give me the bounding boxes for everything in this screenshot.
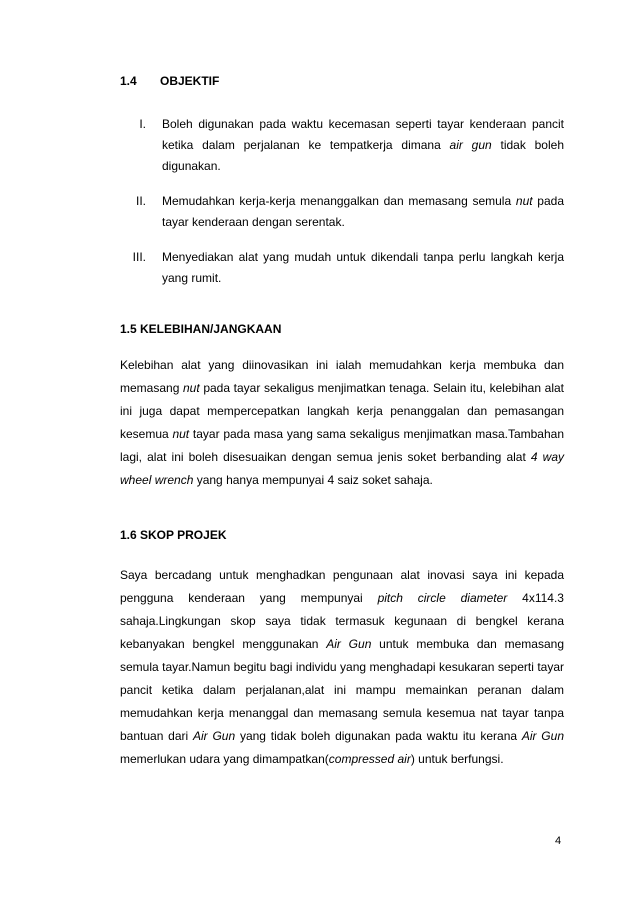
italic-term: nut [172,427,190,441]
paragraph [120,564,564,771]
objective-text [162,191,564,233]
paragraph [120,354,564,492]
italic-term: nut [515,194,533,208]
objective-item [112,191,564,233]
italic-term: compressed air [328,752,411,766]
text-run: Boleh digunakan pada waktu kecemasan seperti tayar kenderaan pancit ketika dalam perjalanan ke tempatkerja dimana [162,117,564,152]
objective-item [112,247,564,289]
italic-term: 4 way wheel wrench [120,450,564,487]
text-run: 4x114.3 sahaja.Lingkungan skop saya tidak termasuk kegunaan di bengkel kerana kebanyakan bengkel menggunakan [120,591,564,651]
text-run: pada tayar sekaligus menjimatkan tenaga. Selain itu, kelebihan alat ini juga dapat mempercepatkan langkah kerja penanggalan dan pemasangan kesemua [120,381,564,441]
text-run: pada tayar kenderaan dengan serentak. [162,194,565,229]
objective-list [112,114,564,303]
text-run: yang tidak boleh digunakan pada waktu itu kerana [235,729,522,743]
italic-term: Air Gun [326,637,372,651]
objective-text [162,114,564,177]
text-run: untuk membuka dan memasang semula tayar.Namun begitu bagi individu yang menghadapi kesukaran seperti tayar pancit ketika dalam perjalanan,alat ini mampu memainkan peranan dalam memudahkan kerja menanggal dan memasang semula kesemua nat tayar tanpa bantuan dari [120,637,564,743]
text-run: yang hanya mempunyai 4 saiz soket sahaja. [193,473,433,487]
italic-term: Air Gun [192,729,236,743]
text-run: tidak boleh digunakan. [162,138,564,173]
italic-term: pitch circle diameter [377,591,508,605]
objective-number: III. [132,250,146,264]
section-heading: 1.5 KELEBIHAN/JANGKAAN [120,322,282,336]
objective-text [162,247,564,289]
italic-term: Air Gun [521,729,564,743]
italic-term: air gun [449,138,492,152]
objective-number: II. [135,194,146,208]
page-number: 4 [555,835,562,847]
italic-term: nut [183,381,200,395]
text-run: Memudahkan kerja-kerja menanggalkan dan memasang semula [162,194,516,208]
text-run: Saya bercadang untuk menghadkan pengunaan alat inovasi saya ini kepada pengguna kenderaan yang mempunyai [120,568,564,605]
section-title: OBJEKTIF [160,74,220,88]
section-heading: 1.6 SKOP PROJEK [120,528,227,542]
text-run: memerlukan udara yang dimampatkan( [120,752,329,766]
text-run: ) untuk berfungsi. [410,752,504,766]
section-number: 1.4 [120,74,137,88]
text-run: Menyediakan alat yang mudah untuk dikendali tanpa perlu langkah kerja yang rumit. [162,250,564,285]
text-run: tayar pada masa yang sama sekaligus menjimatkan masa.Tambahan lagi, alat ini boleh disesuaikan dengan semua jenis soket berbanding alat [120,427,564,464]
objective-number: I. [139,117,146,131]
objective-item [112,114,564,177]
text-run: Kelebihan alat yang diinovasikan ini ialah memudahkan kerja membuka dan memasang [120,358,564,395]
